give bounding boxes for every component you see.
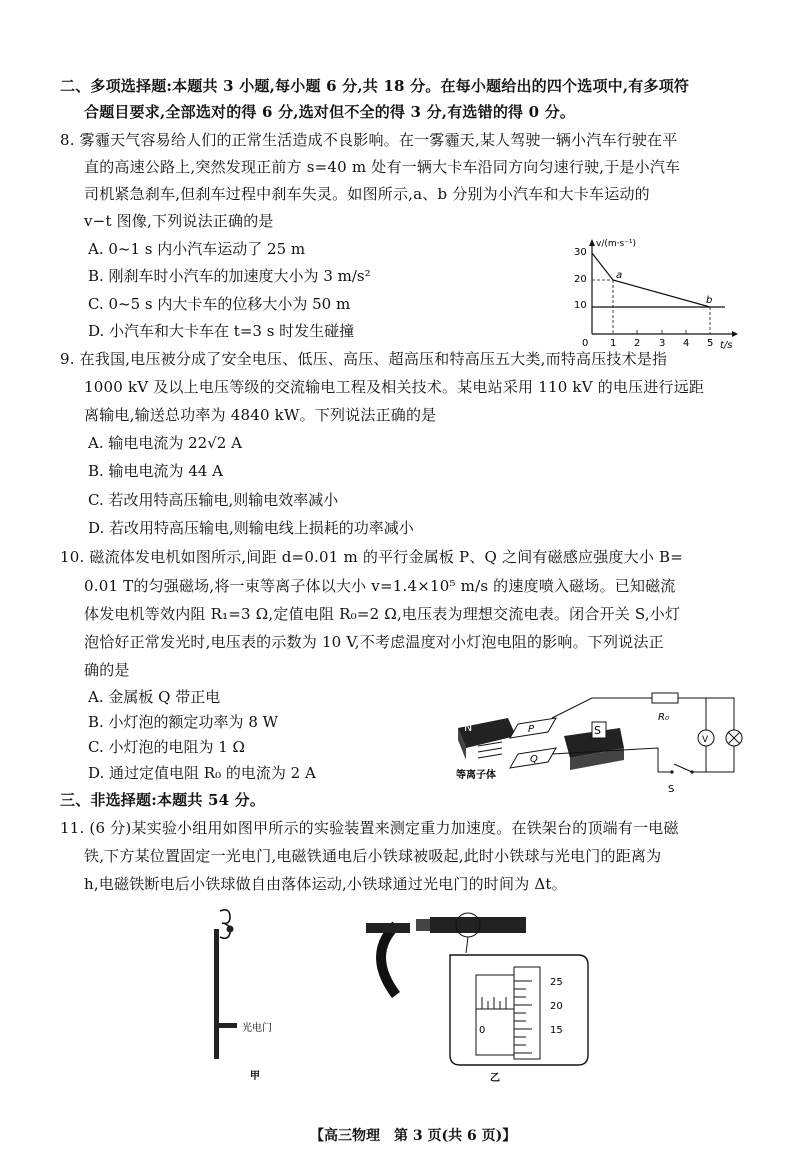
q8-option-c: C. 0~5 s 内大卡车的位移大小为 50 m bbox=[88, 295, 351, 313]
plate-q-label: Q bbox=[530, 754, 538, 765]
fig-jia-label: 甲 bbox=[250, 1071, 260, 1082]
line-a-segment-2 bbox=[613, 280, 713, 307]
q8-option-a: A. 0~1 s 内小汽车运动了 25 m bbox=[88, 240, 306, 258]
micrometer-frame bbox=[381, 925, 396, 995]
switch-contact bbox=[690, 770, 693, 773]
line-b-label: b bbox=[706, 295, 713, 306]
fig-yi-label: 乙 bbox=[490, 1073, 500, 1084]
line-a-segment-1 bbox=[592, 253, 613, 280]
x-tick-label: 3 bbox=[659, 338, 666, 349]
x-axis-label: t/s bbox=[720, 340, 733, 351]
switch-label: S bbox=[668, 784, 675, 795]
resistor-r0 bbox=[652, 693, 678, 703]
y-axis-arrow bbox=[589, 239, 595, 246]
electromagnet-coil bbox=[220, 910, 230, 938]
plate-p-label: P bbox=[528, 724, 535, 735]
q10-mhd-generator-figure bbox=[452, 688, 752, 800]
q8-vt-graph bbox=[560, 234, 740, 354]
wire-top bbox=[552, 698, 652, 718]
q8-stem-3: 司机紧急刹车,但刹车过程中刹车失灵。如图所示,a、b 分别为小汽车和大卡车运动的 bbox=[84, 185, 650, 203]
q8-option-d: D. 小汽车和大卡车在 t=3 s 时发生碰撞 bbox=[88, 322, 355, 340]
q11-stem-2: 铁,下方某位置固定一光电门,电磁铁通电后小铁球被吸起,此时小铁球与光电门的距离为 bbox=[84, 847, 662, 865]
y-tick-label: 20 bbox=[574, 274, 587, 285]
q10-option-d: D. 通过定值电阻 R₀ 的电流为 2 A bbox=[88, 764, 316, 782]
q10-stem-4: 泡恰好正常发光时,电压表的示数为 10 V,不考虑温度对小灯泡电阻的影响。下列说法正 bbox=[84, 633, 664, 651]
q10-option-c: C. 小灯泡的电阻为 1 Ω bbox=[88, 738, 245, 756]
thimble-scale-label: 25 bbox=[550, 977, 563, 988]
main-scale-zero: 0 bbox=[479, 1025, 486, 1036]
switch-blade bbox=[674, 764, 692, 772]
photogate bbox=[219, 1023, 237, 1028]
q10-option-a: A. 金属板 Q 带正电 bbox=[88, 688, 221, 706]
resistor-r0-label: R₀ bbox=[658, 712, 669, 723]
section-heading: 二、多项选择题:本题共 3 小题,每小题 6 分,共 18 分。在每小题给出的四个选项中,有多项符 bbox=[60, 77, 690, 95]
section-heading-cont: 合题目要求,全部选对的得 6 分,选对但不全的得 3 分,有选错的得 0 分。 bbox=[84, 103, 576, 121]
fig-jia-iron-stand bbox=[190, 905, 290, 1085]
y-axis-label: v/(m·s⁻¹) bbox=[596, 239, 637, 249]
q10-option-b: B. 小灯泡的额定功率为 8 W bbox=[88, 713, 279, 731]
thimble-scale-label: 20 bbox=[550, 1001, 563, 1012]
x-axis-arrow bbox=[732, 331, 738, 337]
q9-option-b: B. 输电电流为 44 A bbox=[88, 462, 224, 480]
plasma-arrow bbox=[478, 748, 502, 752]
q8-option-b: B. 刚刹车时小汽车的加速度大小为 3 m/s² bbox=[88, 267, 371, 285]
y-tick-label: 10 bbox=[574, 300, 587, 311]
q9-stem-1: 9. 在我国,电压被分成了安全电压、低压、高压、超高压和特高压五大类,而特高压技术是指 bbox=[60, 350, 668, 368]
q10-stem-5: 确的是 bbox=[84, 661, 130, 679]
stand-rod bbox=[214, 929, 219, 1059]
micrometer-spindle bbox=[416, 919, 430, 931]
section-heading-3: 三、非选择题:本题共 54 分。 bbox=[60, 791, 266, 809]
zoom-connector bbox=[466, 937, 468, 953]
line-a-label: a bbox=[616, 270, 623, 281]
q10-stem-3: 体发电机等效内阻 R₁=3 Ω,定值电阻 R₀=2 Ω,电压表为理想交流电表。闭合开关 S,小灯 bbox=[84, 605, 681, 623]
micrometer-barrel bbox=[430, 917, 526, 933]
q9-stem-2: 1000 kV 及以上电压等级的交流输电工程及相关技术。某电站采用 110 kV 的电压进行远距 bbox=[84, 378, 705, 396]
q9-option-a: A. 输电电流为 22√2 A bbox=[88, 434, 242, 452]
n-pole-label: N bbox=[464, 721, 473, 734]
s-pole-label: S bbox=[594, 724, 601, 737]
x-tick-label: 5 bbox=[707, 338, 714, 349]
fig-yi-micrometer bbox=[356, 905, 596, 1085]
q8-stem-2: 直的高速公路上,突然发现正前方 s=40 m 处有一辆大卡车沿同方向匀速行驶,于是小汽车 bbox=[84, 158, 681, 176]
plasma-label: 等离子体 bbox=[456, 770, 496, 781]
thimble-scale-label: 15 bbox=[550, 1025, 563, 1036]
plasma-arrow bbox=[478, 754, 502, 758]
q10-stem-1: 10. 磁流体发电机如图所示,间距 d=0.01 m 的平行金属板 P、Q 之间有磁感应强度大小 B= bbox=[60, 548, 683, 566]
q8-stem-4: v−t 图像,下列说法正确的是 bbox=[84, 212, 274, 230]
photogate-label: 光电门 bbox=[242, 1023, 272, 1034]
x-tick-label: 1 bbox=[610, 338, 617, 349]
iron-ball bbox=[227, 926, 234, 933]
q8-stem-1: 8. 雾霾天气容易给人们的正常生活造成不良影响。在一雾霾天,某人驾驶一辆小汽车行驶在平 bbox=[60, 131, 678, 149]
q9-stem-3: 离输电,输送总功率为 4840 kW。下列说法正确的是 bbox=[84, 406, 437, 424]
q11-stem-3: h,电磁铁断电后小铁球做自由落体运动,小铁球通过光电门的时间为 Δt。 bbox=[84, 875, 567, 893]
page-footer: 【高三物理 第 3 页(共 6 页)】 bbox=[310, 1128, 517, 1144]
voltmeter-label: V bbox=[702, 735, 709, 745]
q9-option-c: C. 若改用特高压输电,则输电效率减小 bbox=[88, 491, 339, 509]
origin-label: 0 bbox=[582, 338, 589, 349]
x-tick-label: 2 bbox=[634, 338, 641, 349]
y-tick-label: 30 bbox=[574, 247, 587, 258]
q10-stem-2: 0.01 T的匀强磁场,将一束等离子体以大小 v=1.4×10⁵ m/s 的速度喷入磁场。已知磁流 bbox=[84, 577, 676, 595]
micrometer-anvil bbox=[366, 923, 410, 933]
x-tick-label: 4 bbox=[683, 338, 690, 349]
q9-option-d: D. 若改用特高压输电,则输电线上损耗的功率减小 bbox=[88, 519, 414, 537]
q11-stem-1: 11. (6 分)某实验小组用如图甲所示的实验装置来测定重力加速度。在铁架台的顶端有一电磁 bbox=[60, 819, 679, 837]
